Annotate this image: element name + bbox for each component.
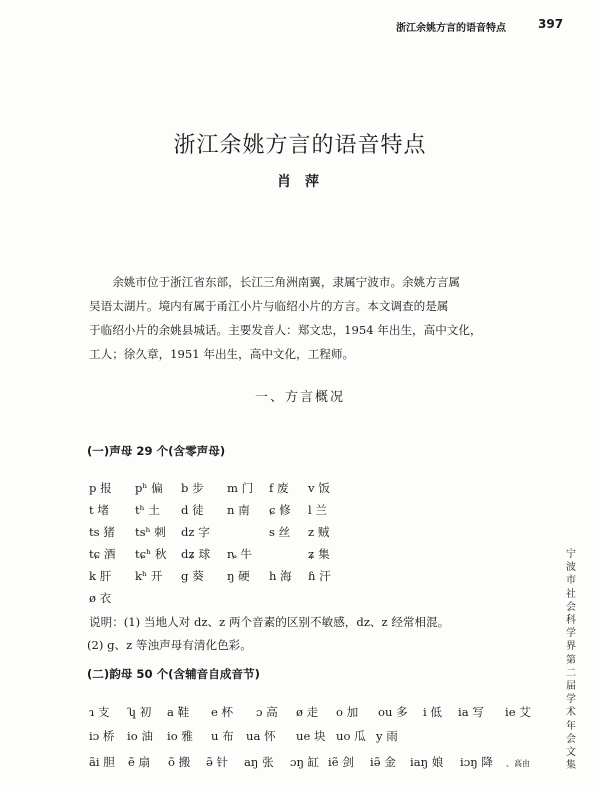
final-cell: io 油 (127, 729, 153, 743)
initial-cell: tɕʰ 秋 (135, 547, 167, 561)
initial-cell: l 兰 (308, 503, 327, 517)
initial-cell: b 步 (181, 481, 204, 495)
final-cell: ẽ 扇 (128, 755, 151, 769)
initial-cell: p 报 (89, 481, 112, 495)
initial-cell: dʑ 球 (181, 547, 211, 561)
intro-line-2: 吴语太湖片。境内有属于甬江小片与临绍小片的方言。本文调查的是属 (89, 299, 449, 313)
initial-cell: ŋ 硬 (227, 569, 250, 583)
initial-cell: s 丝 (269, 525, 291, 539)
initial-cell: f 废 (269, 481, 289, 495)
final-cell: iɔŋ 降 (460, 755, 493, 769)
initial-cell: h 海 (269, 569, 292, 583)
final-cell: ɿ 支 (89, 705, 110, 719)
final-cell: ãi 胆 (89, 755, 115, 769)
page-number: 397 (538, 17, 564, 31)
final-cell: ø 走 (296, 705, 319, 719)
initial-cell: tɕ 酒 (89, 547, 116, 561)
final-cell: ia 写 (458, 705, 484, 719)
initial-cell: g 葵 (181, 569, 204, 583)
initial-cell: pʰ 偏 (135, 481, 163, 495)
initial-cell: t 堵 (89, 503, 109, 517)
final-cell: ua 怀 (246, 729, 276, 743)
finals-heading: (二)韵母 50 个(含辅音自成音节) (87, 667, 260, 681)
final-cell: e 杯 (211, 705, 234, 719)
initial-cell: tʰ 土 (135, 503, 160, 517)
initial-cell: ʑ 集 (308, 547, 330, 561)
initial-cell: v 饭 (308, 481, 330, 495)
initial-cell: ɕ 修 (269, 503, 291, 517)
initial-cell: d 徒 (181, 503, 204, 517)
initial-cell: k 肝 (89, 569, 112, 583)
final-cell: y 雨 (376, 729, 398, 743)
finals-row3-tail: 、高由 (506, 759, 530, 768)
initial-cell: kʰ 开 (135, 569, 163, 583)
final-cell: ie 艾 (505, 705, 531, 719)
initial-cell: ɦ 汗 (308, 569, 331, 583)
section-heading: 一、方言概况 (254, 390, 345, 405)
final-cell: a 鞋 (167, 705, 190, 719)
initials-note-1: 说明：(1) 当地人对 dz、z 两个音素的区别不敏感，dz、z 经常相混。 (89, 615, 450, 629)
final-cell: iaŋ 娘 (410, 755, 444, 769)
initial-cell: n 南 (227, 503, 250, 517)
author: 肖萍 (277, 174, 333, 190)
final-cell: õ 搬 (168, 755, 191, 769)
initial-cell: tsʰ 刺 (135, 525, 166, 539)
initial-cell: m 门 (227, 481, 254, 495)
final-cell: iə̃ 金 (370, 755, 396, 769)
intro-line-3: 于临绍小片的余姚县城话。主要发音人：郑文忠，1954 年出生，高中文化， (89, 323, 482, 337)
final-cell: iɔ 桥 (89, 729, 115, 743)
initial-cell: ȵ 牛 (227, 547, 252, 561)
final-cell: io 雅 (167, 729, 193, 743)
final-cell: u 布 (211, 729, 234, 743)
initials-note-2: (2) g、z 等浊声母有清化色彩。 (87, 638, 252, 652)
final-cell: iẽ 剑 (328, 755, 354, 769)
intro-line-1: 余姚市位于浙江省东部，长江三角洲南翼，隶属宁波市。余姚方言属 (112, 275, 461, 289)
initials-heading: (一)声母 29 个(含零声母) (87, 444, 226, 458)
initial-cell: z 贼 (308, 525, 330, 539)
initial-cell: ts 猪 (89, 525, 115, 539)
initial-cell: dz 字 (181, 525, 210, 539)
initial-cell: ø 衣 (89, 591, 112, 605)
intro-line-4: 工人；徐久章，1951 年出生，高中文化，工程师。 (89, 347, 355, 361)
final-cell: ue 块 (296, 729, 326, 743)
final-cell: ɔ 高 (256, 705, 278, 719)
final-cell: ɔŋ 缸 (290, 755, 320, 769)
final-cell: ʮ 初 (127, 705, 152, 719)
running-title: 浙江余姚方言的语音特点 (396, 23, 506, 34)
final-cell: ə̃ 针 (206, 755, 229, 769)
article-title: 浙江余姚方言的语音特点 (173, 133, 427, 158)
side-note: 宁波市社会科学界第二届学术年会文集 (566, 549, 576, 772)
final-cell: i 低 (423, 705, 442, 719)
final-cell: uo 瓜 (336, 729, 366, 743)
final-cell: aŋ 张 (244, 755, 274, 769)
final-cell: ou 多 (378, 705, 408, 719)
final-cell: o 加 (336, 705, 359, 719)
